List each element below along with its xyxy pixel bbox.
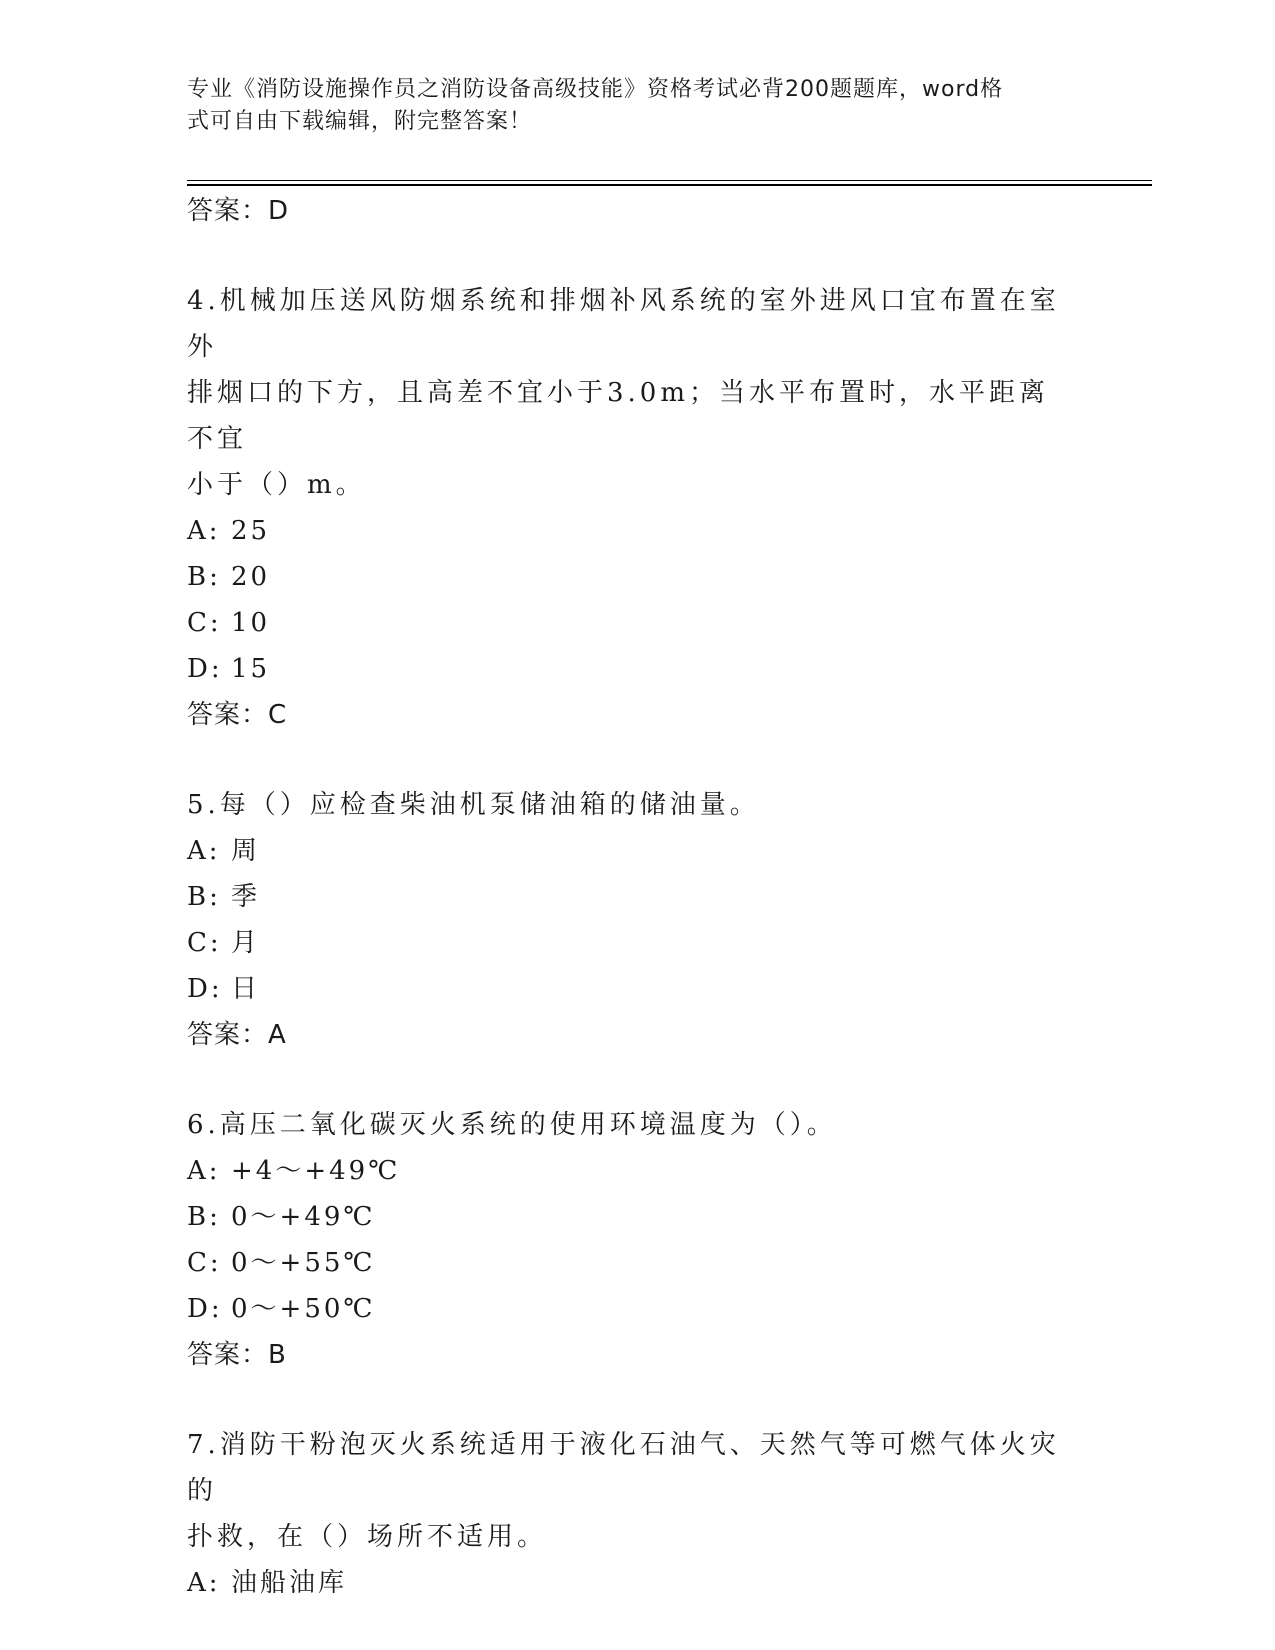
question-line: 扑救，在（）场所不适用。	[187, 1522, 548, 1552]
option-item	[187, 1240, 1067, 1286]
option-item	[187, 920, 1067, 966]
option-letter: B:	[187, 1202, 221, 1232]
option-text: 油船油库	[231, 1568, 348, 1598]
option-text: 0～+55℃	[231, 1248, 376, 1278]
option-letter: D:	[187, 974, 223, 1004]
question-line: 6.高压二氧化碳灭火系统的使用环境温度为（）。	[187, 1110, 837, 1140]
option-text: 25	[231, 516, 271, 546]
option-item	[187, 646, 1067, 692]
option-item	[187, 554, 1067, 600]
option-letter: A:	[187, 1156, 221, 1186]
question-block	[187, 1102, 1067, 1378]
question-block	[187, 1422, 1067, 1606]
question-spacer	[187, 1058, 1067, 1102]
option-item	[187, 1560, 1067, 1606]
header-divider-thin	[187, 180, 1152, 181]
option-text: 15	[231, 654, 271, 684]
option-text: 季	[231, 882, 261, 912]
option-text: 日	[231, 974, 261, 1004]
header-line-2: 式可自由下载编辑，附完整答案！	[187, 109, 533, 134]
option-text: 20	[231, 562, 271, 592]
option-text: 0～+49℃	[231, 1202, 376, 1232]
option-item	[187, 828, 1067, 874]
question-text	[187, 278, 1067, 508]
option-item	[187, 1194, 1067, 1240]
option-item	[187, 1148, 1067, 1194]
question-list	[187, 188, 1067, 1606]
option-text: +4～+49℃	[231, 1156, 401, 1186]
question-spacer	[187, 738, 1067, 782]
option-text: 0～+50℃	[231, 1294, 376, 1324]
answer-label: 答案：	[187, 196, 269, 226]
option-letter: C:	[187, 1248, 222, 1278]
answer-label: 答案：	[187, 700, 269, 730]
answer-line	[187, 1012, 1067, 1058]
option-item	[187, 508, 1067, 554]
question-line: 排烟口的下方，且高差不宜小于3.0m；当水平布置时，水平距离不宜	[187, 378, 1050, 454]
option-item	[187, 966, 1067, 1012]
option-text: 10	[231, 608, 271, 638]
question-text	[187, 782, 1067, 828]
question-block	[187, 278, 1067, 738]
option-text: 周	[231, 836, 261, 866]
header-divider-thick	[187, 184, 1152, 186]
question-line: 5.每（）应检查柴油机泵储油箱的储油量。	[187, 790, 760, 820]
answer-value: D	[268, 196, 290, 226]
question-line: 7.消防干粉泡灭火系统适用于液化石油气、天然气等可燃气体火灾的	[187, 1430, 1060, 1506]
option-text: 月	[231, 928, 261, 958]
option-letter: D:	[187, 1294, 223, 1324]
answer-line	[187, 692, 1067, 738]
question-spacer	[187, 234, 1067, 278]
option-item	[187, 1286, 1067, 1332]
answer-value: A	[268, 1020, 287, 1050]
option-letter: C:	[187, 928, 222, 958]
answer-label: 答案：	[187, 1340, 269, 1370]
header-line-1: 专业《消防设施操作员之消防设备高级技能》资格考试必背200题题库，word格	[187, 77, 1004, 102]
option-letter: D:	[187, 654, 223, 684]
question-line: 小于（）m。	[187, 470, 366, 500]
option-letter: A:	[187, 516, 221, 546]
option-letter: B:	[187, 882, 221, 912]
answer-line	[187, 188, 1067, 234]
question-text	[187, 1102, 1067, 1148]
answer-line	[187, 1332, 1067, 1378]
option-letter: A:	[187, 1568, 221, 1598]
option-letter: A:	[187, 836, 221, 866]
option-item	[187, 600, 1067, 646]
answer-label: 答案：	[187, 1020, 269, 1050]
document-header	[187, 74, 1067, 138]
answer-value: B	[268, 1340, 287, 1370]
question-line: 4.机械加压送风防烟系统和排烟补风系统的室外进风口宜布置在室外	[187, 286, 1060, 362]
answer-value: C	[268, 700, 288, 730]
question-spacer	[187, 1378, 1067, 1422]
option-letter: B:	[187, 562, 221, 592]
question-text	[187, 1422, 1067, 1560]
question-block	[187, 782, 1067, 1058]
option-item	[187, 874, 1067, 920]
option-letter: C:	[187, 608, 222, 638]
